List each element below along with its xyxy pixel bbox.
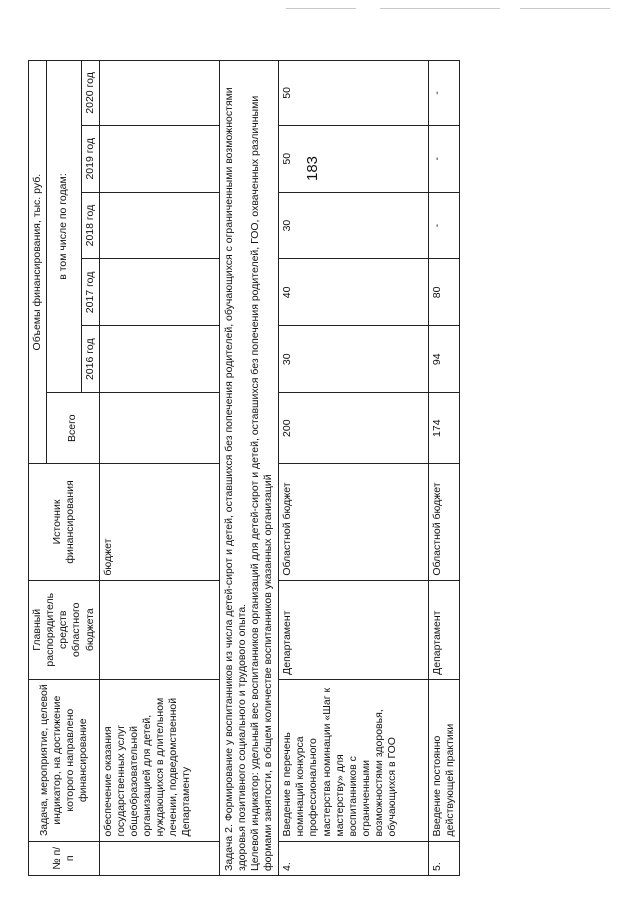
cell-task: Введение постоянно действующей практики: [429, 679, 460, 841]
task2-block: [219, 61, 279, 876]
cell-num: [99, 841, 219, 875]
cell-2020: -: [429, 61, 460, 126]
rotated-document: [28, 60, 478, 876]
cell-2016: 94: [429, 326, 460, 393]
cell-num: 5.: [429, 841, 460, 875]
scan-artifact-line: [286, 8, 356, 9]
header-year: 2016 год: [81, 326, 99, 393]
cell-source: Областной бюджет: [429, 464, 460, 580]
cell-total: 200: [279, 393, 429, 464]
header-num: № п/п: [29, 841, 100, 875]
cell-source: бюджет: [99, 464, 219, 580]
header-manager: Главный распорядитель средств областного бюджета: [29, 580, 100, 679]
cell-2018: -: [429, 192, 460, 259]
cell-manager: [99, 580, 219, 679]
scan-artifact-line: [380, 8, 500, 9]
cell-manager: Департамент: [429, 580, 460, 679]
cell-2019: -: [429, 125, 460, 192]
header-by-year: в том числе по годам:: [47, 61, 81, 393]
cell-2018: 30: [279, 192, 429, 259]
task2-title: Задача 2. Формирование у воспитанников из числа детей-сирот и детей, оставшихся без попечения родителей, обучающихся с ограниченными возможностями здоровья позитивного социального и трудового опыта.: [222, 87, 248, 871]
cell-2020: 50: [279, 61, 429, 126]
header-total: Всего: [47, 393, 100, 464]
header-row-1: [29, 61, 47, 876]
cell-2019: 50: [279, 125, 429, 192]
header-task: Задача, мероприятие, целевой индикатор, на достижение которого направлено финансирование: [29, 679, 100, 841]
table-row: [429, 61, 460, 876]
financing-table: [28, 60, 460, 876]
cell-2017: 80: [429, 259, 460, 326]
task2-row: [219, 61, 279, 876]
header-year: 2020 год: [81, 61, 99, 126]
table-row: [279, 61, 429, 876]
header-year: 2019 год: [81, 125, 99, 192]
header-volumes: Объемы финансирования, тыс. руб.: [29, 61, 47, 464]
header-year: 2018 год: [81, 192, 99, 259]
header-year: 2017 год: [81, 259, 99, 326]
scan-artifact-line: [520, 8, 610, 9]
cell-num: 4.: [279, 841, 429, 875]
cell-task: Введение в перечень номинаций конкурса профессионального мастерства номинации «Шаг к мастерству» для воспитанников с ограниченными возможностями здоровья, обучающихся в ГОО: [279, 679, 429, 841]
cell-total: 174: [429, 393, 460, 464]
cell-2016: 30: [279, 326, 429, 393]
cell-source: Областной бюджет: [279, 464, 429, 580]
task2-indicator: Целевой индикатор: удельный вес воспитанников организаций для детей-сирот и детей, оставшихся без попечения родителей, ГОО, охваченных различными формами занятости, в общем количестве воспитанников указанных организаций: [248, 95, 274, 871]
cell-2017: 40: [279, 259, 429, 326]
cell-task: обеспечение оказания государственных услуг общеобразовательной организацией для детей, нуждающихся в длительном лечении, подведомственной Департаменту: [99, 679, 219, 841]
continuation-row: [99, 61, 219, 876]
cell-manager: Департамент: [279, 580, 429, 679]
page-number: 183: [304, 155, 322, 182]
header-source: Источник финансирования: [29, 464, 100, 580]
